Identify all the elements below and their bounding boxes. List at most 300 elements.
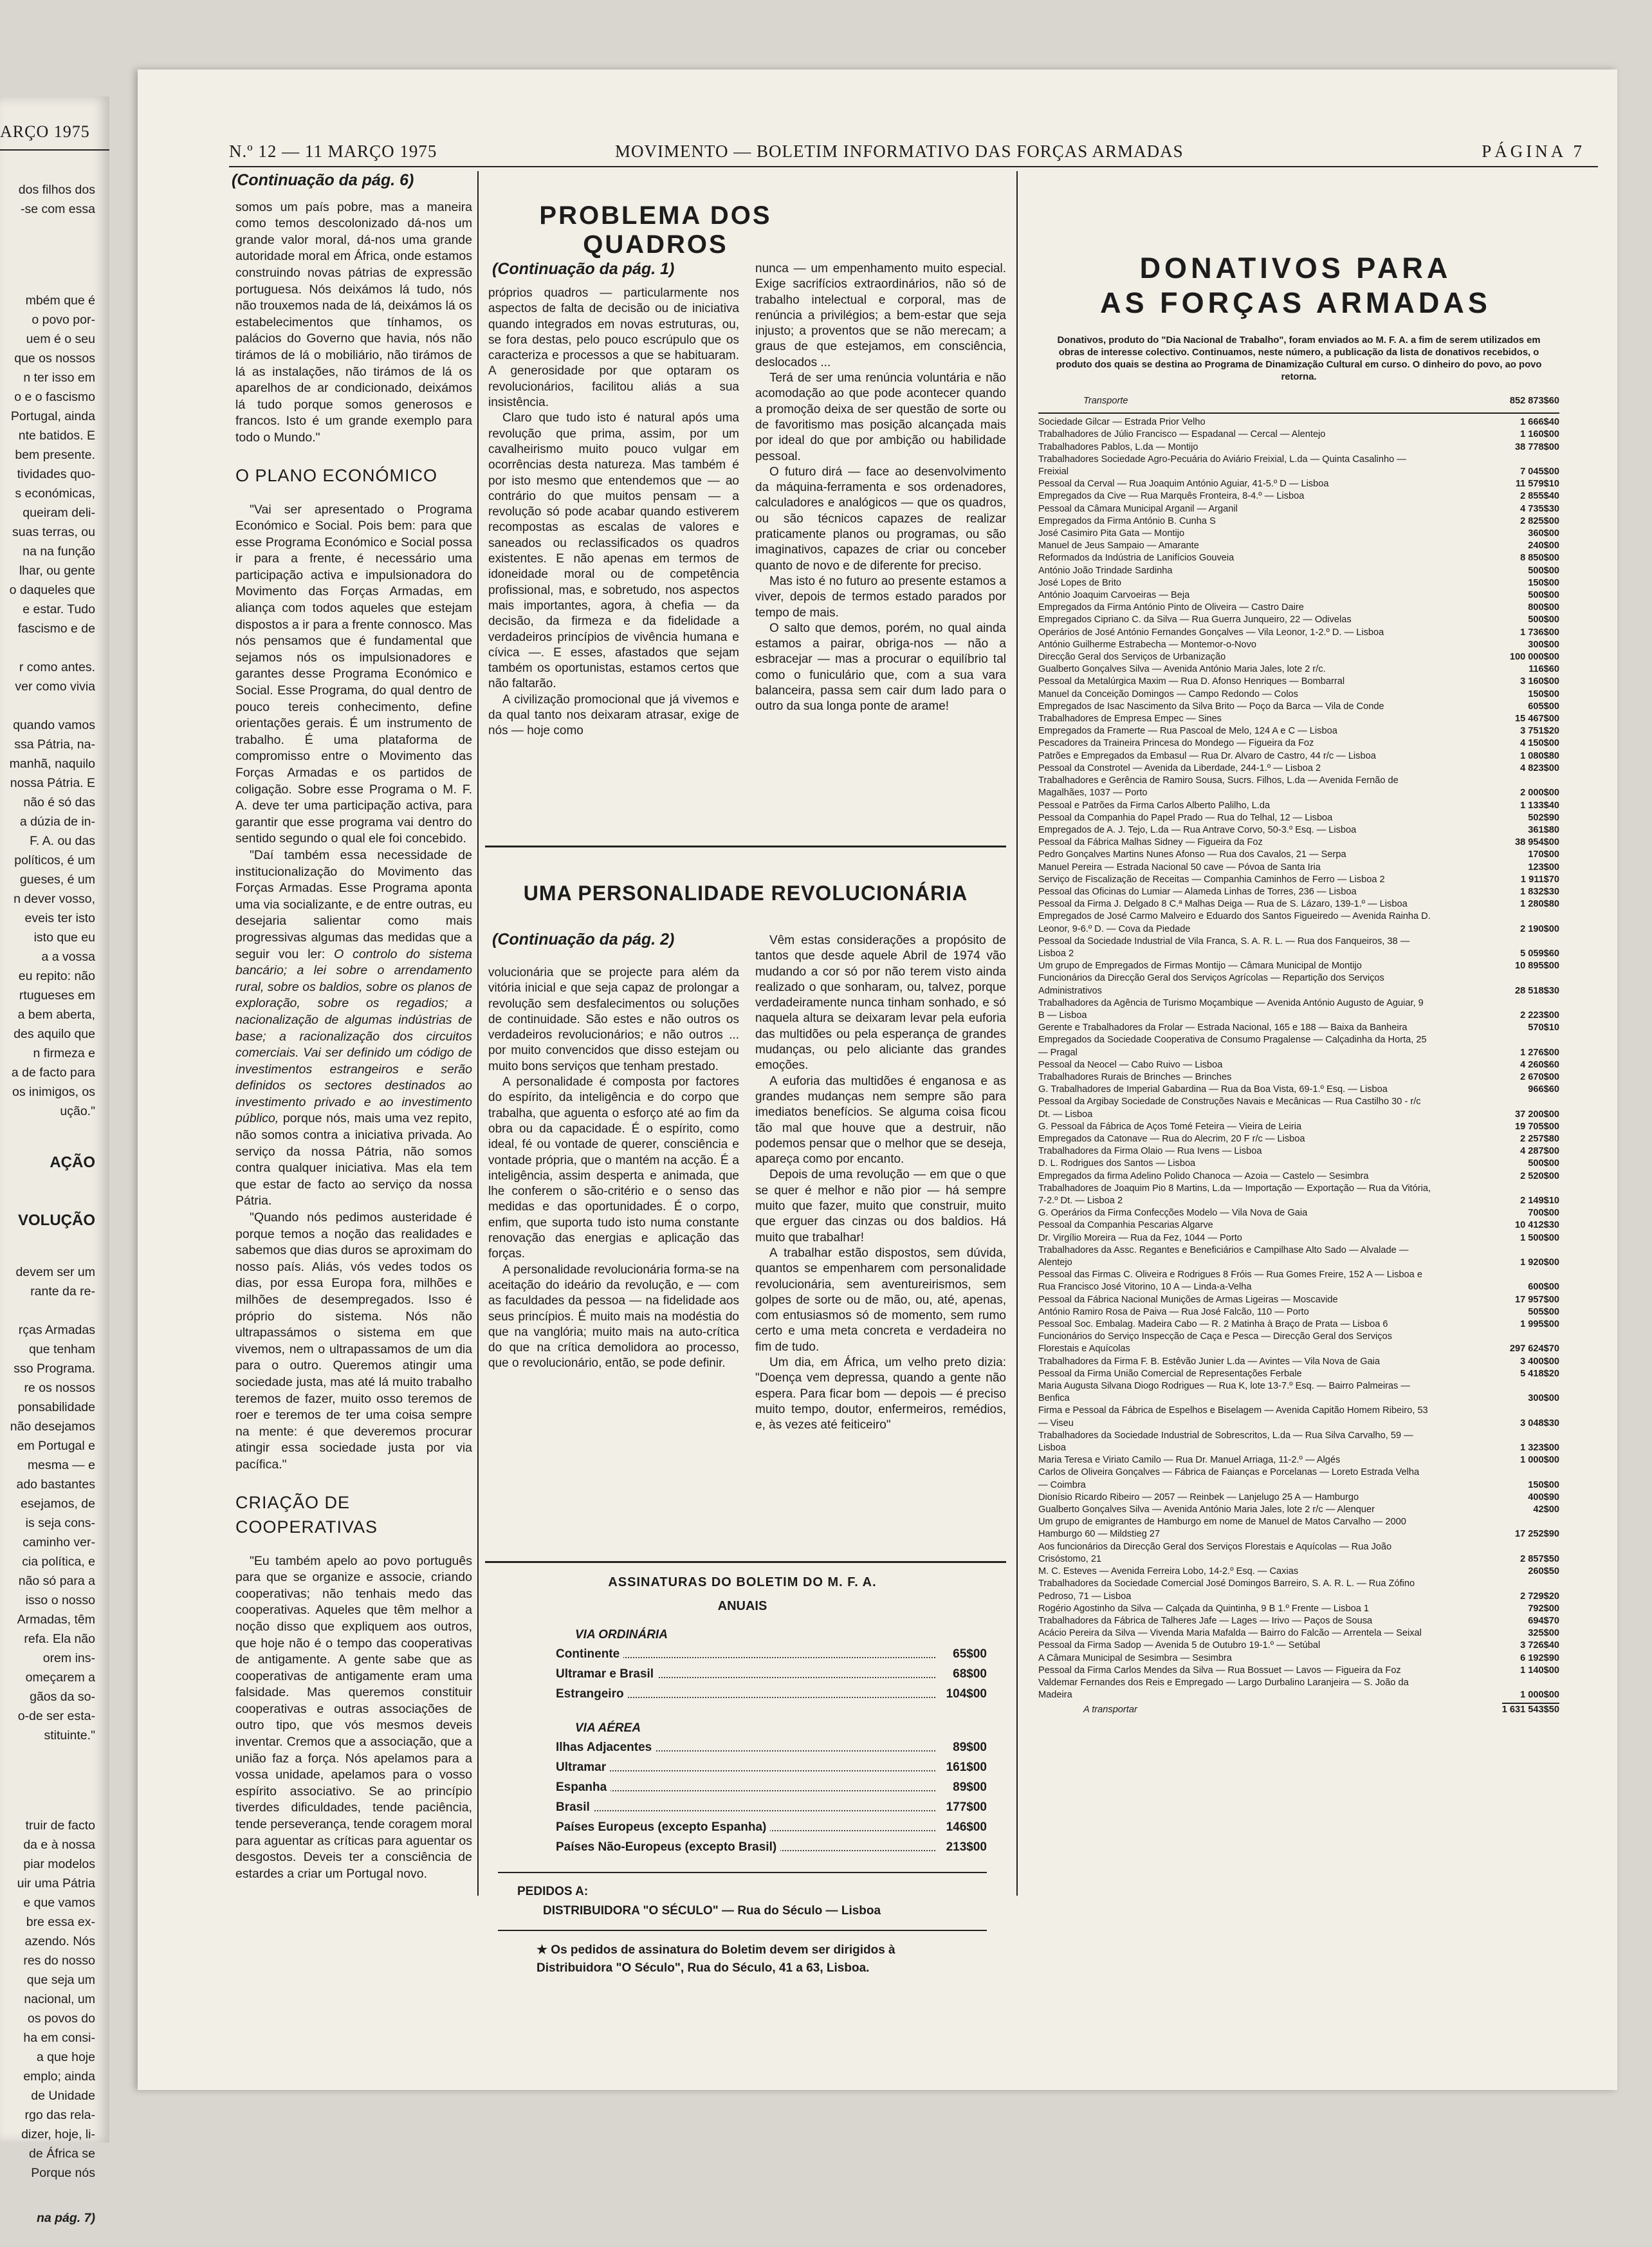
via-aerea-label: VIA AÉREA — [575, 1721, 641, 1735]
previous-page-text-body: mbém que é o povo por- uem é o seu que os nossos n ter isso em o e o fascismo Portugal, ainda nte batidos. E bem presente. tividades quo- s económicas, queiram deli- suas terras, ou na na função lhar, ou gente o daqueles que e estar. Tudo fascismo e de r como antes. ver como vivia quando vamos ssa Pátria, na- manhã, naquilo nossa Pátria. E não é só das a dúzia de in- F. A. ou das políticos, é um gueses, é um n dever vosso, eveis ter isto isto que eu a a vossa eu repito: não rtugueses em a bem aberta, des aquilo que n firmeza e a de facto para os inimigos, os ução." — [9, 293, 95, 1118]
donation-amount: 600$00 — [1528, 1282, 1559, 1293]
donor-name: G. Pessoal da Fábrica de Aços Tomé Feteira — Vieira de Leiria — [1038, 1121, 1302, 1132]
donor-name: Aos funcionários da Direcção Geral dos Serviços Florestais e Aquícolas — Rua João Crisóstomo, 21 — [1038, 1541, 1392, 1564]
donation-amount: 505$00 — [1528, 1306, 1559, 1317]
donation-amount: 1 832$30 — [1520, 886, 1559, 897]
donor-name: Dr. Virgílio Moreira — Rua da Fez, 1044 — Porto — [1038, 1232, 1242, 1243]
donation-amount: 5 059$60 — [1520, 948, 1559, 959]
donation-amount: 605$00 — [1528, 701, 1559, 712]
donation-amount: 297 624$70 — [1509, 1344, 1559, 1355]
donation-amount: 360$00 — [1528, 528, 1559, 539]
donation-entry — [1038, 540, 1559, 552]
previous-page-header: ARÇO 1975 — [0, 122, 90, 141]
donation-amount: 38 778$00 — [1515, 441, 1559, 452]
donor-name: A Câmara Municipal de Sesimbra — Sesimbra — [1038, 1652, 1232, 1663]
donor-name: Um grupo de Empregados de Firmas Montijo — Câmara Municipal de Montijo — [1038, 961, 1362, 972]
donor-name: Carlos de Oliveira Gonçalves — Fábrica de Faianças e Porcelanas — Loreto Estrada Velha — Coimbra — [1038, 1467, 1420, 1490]
donor-name: Pessoal da Neocel — Cabo Ruivo — Lisboa — [1038, 1059, 1223, 1070]
donor-name: Dionísio Ricardo Ribeiro — 2057 — Reinbek — Lanjelugo 25 A — Hamburgo — [1038, 1492, 1359, 1503]
donation-entry — [1038, 1578, 1559, 1602]
donation-entry — [1038, 837, 1559, 849]
donor-name: Funcionários da Direcção Geral dos Serviços Agrícolas — Repartição dos Serviços Administrativos — [1038, 973, 1384, 996]
donation-entry — [1038, 663, 1559, 676]
donation-entry — [1038, 997, 1559, 1022]
donor-name: Gerente e Trabalhadores da Frolar — Estrada Nacional, 165 e 188 — Baixa da Banheira — [1038, 1022, 1408, 1033]
donation-entry — [1038, 1121, 1559, 1133]
orders-label: PEDIDOS A: — [517, 1885, 589, 1898]
donor-name: Direcção Geral dos Serviços de Urbanização — [1038, 652, 1226, 663]
donation-amount: 15 467$00 — [1515, 714, 1559, 725]
donation-amount: 1 133$40 — [1520, 800, 1559, 811]
donor-name: Empregados Cipriano C. da Silva — Rua Guerra Junqueiro, 22 — Odivelas — [1038, 615, 1352, 625]
donation-amount: 4 823$00 — [1520, 763, 1559, 773]
donation-amount: 694$70 — [1528, 1615, 1559, 1626]
previous-page-heading-1: AÇÃO — [50, 1154, 95, 1171]
donor-name: Pessoal da Argibay Sociedade de Construções Navais e Mecânicas — Rua Castilho 30 - r/c Dt. — Lisboa — [1038, 1096, 1421, 1120]
donor-name: Empregados da Framerte — Rua Pascoal de Melo, 124 A e C — Lisboa — [1038, 726, 1337, 737]
donor-name: Gualberto Gonçalves Silva — Avenida António Maria Jales, lote 2 r/c — Alenquer — [1038, 1504, 1375, 1515]
donation-amount: 500$00 — [1528, 565, 1559, 576]
donation-amount: 17 252$90 — [1515, 1529, 1559, 1540]
donor-name: Pessoal da Companhia Pescarias Algarve — [1038, 1220, 1213, 1231]
donation-amount: 150$00 — [1528, 689, 1559, 699]
donor-name: Trabalhadores Rurais de Brinches — Brinches — [1038, 1071, 1232, 1082]
price-row: Ultramar 161$00 — [556, 1761, 987, 1774]
donation-entry — [1038, 936, 1559, 960]
donation-amount: 1 080$80 — [1520, 750, 1559, 761]
section-heading-cooperativas: CRIAÇÃO DE COOPERATIVAS — [235, 1492, 378, 1537]
donation-amount: 1 323$00 — [1520, 1443, 1559, 1454]
donation-amount: 800$00 — [1528, 602, 1559, 613]
donor-name: Trabalhadores Pablos, L.da — Montijo — [1038, 441, 1198, 452]
donation-amount: 2 825$00 — [1520, 515, 1559, 526]
donation-amount: 3 160$00 — [1520, 676, 1559, 687]
donor-name: Empregados da Sociedade Cooperativa de Consumo Pragalense — Calçadinha da Horta, 25 — Pragal — [1038, 1035, 1427, 1058]
donation-entry — [1038, 800, 1559, 812]
donation-entry — [1038, 1566, 1559, 1578]
donation-amount: 1 500$00 — [1520, 1232, 1559, 1243]
donor-name: Empregados de José Carmo Malveiro e Eduardo dos Santos Figueiredo — Avenida Rainha D. Leonor, 9-6.º D. — Cova da Piedade — [1038, 911, 1431, 934]
donation-entry — [1038, 1294, 1559, 1306]
donation-entry — [1038, 824, 1559, 837]
donation-entry — [1038, 1059, 1559, 1071]
donation-amount: 500$00 — [1528, 615, 1559, 625]
price-row: Estrangeiro 104$00 — [556, 1687, 987, 1701]
section-rule — [485, 1561, 1006, 1563]
price-row: Espanha 89$00 — [556, 1780, 987, 1794]
donation-amount: 3 400$00 — [1520, 1356, 1559, 1367]
donation-entry — [1038, 713, 1559, 725]
donation-entry — [1038, 862, 1559, 874]
donation-amount: 2 149$10 — [1520, 1196, 1559, 1206]
donation-amount: 400$90 — [1528, 1492, 1559, 1503]
donor-name: Operários de José António Fernandes Gonçalves — Vila Leonor, 1-2.º D. — Lisboa — [1038, 627, 1384, 638]
donor-name: Trabalhadores de Júlio Francisco — Espadanal — Cercal — Alentejo — [1038, 429, 1326, 440]
donation-entry — [1038, 478, 1559, 490]
donation-entry — [1038, 1022, 1559, 1034]
donation-amount: 123$00 — [1528, 862, 1559, 873]
donor-name: Sociedade Gilcar — Estrada Prior Velho — [1038, 417, 1206, 428]
donor-name: Trabalhadores da Firma F. B. Estêvão Junier L.da — Avintes — Vila Nova de Gaia — [1038, 1356, 1381, 1367]
donor-name: Rogério Agostinho da Silva — Calçada da Quintinha, 9 B 1.º Frente — Lisboa 1 — [1038, 1603, 1369, 1614]
donation-amount: 4 150$00 — [1520, 738, 1559, 749]
donation-amount: 260$50 — [1528, 1566, 1559, 1577]
previous-page-text-body-3: truir de facto da e à nossa piar modelos uir uma Pátria e que vamos bre essa ex- azendo. Nós res do nosso que seja um nacional, um os povos do ha em consi- a que hoje emplo; ainda de Unidade rgo das rela- dizer, hoje, li- de África se Porque nós — [17, 1818, 95, 2180]
issue-info: N.º 12 — 11 MARÇO 1975 — [229, 142, 437, 161]
donation-amount: 1 736$00 — [1520, 627, 1559, 638]
paragraph: "Eu também apelo ao povo português para que se organize e associe, criando cooperativas; não tenhais medo das cooperativas. Aqueles que têm melhor a noção disso que expliquem aos outros, que hoje não é o tempo das cooperativas de antigamente. A gente sabe que as cooperativas de antigamente eram uma falsidade. Mas queremos constituir cooperativas e outras associações de outro tipo, que vós mesmos deveis inventar. Cremos que a associação, que a união faz a força. Nós apelamos para a vossa unidade, apelamos para o vosso espírito associativo. Se ao princípio tiverdes dificuldades, tende paciência, tende perseverança, tende coragem moral para aguentar as críticas para aguentar os desgostos. Deveis ter a consciência de estardes a criar um Portugal novo. — [235, 1553, 472, 1881]
donor-name: Empregados da firma Adelino Polido Chanoca — Azoia — Castelo — Sesimbra — [1038, 1170, 1369, 1181]
donation-entry — [1038, 614, 1559, 626]
donations-intro: Donativos, produto do "Dia Nacional de Trabalho", foram enviados ao M. F. A. a fim de serem utilizados em obras de interesse colectivo. Continuamos, neste número, a publicação da lista de donativos recebidos, o produto dos quais se destina ao Programa de Dinamização Cultural em curso. O dinheiro do povo, ao povo retorna. — [1056, 335, 1542, 382]
donation-entry — [1038, 886, 1559, 898]
paragraph: Claro que tudo isto é natural após uma revolução que prima, assim, por um cavalheirismo muito pouco vulgar em ocorrências desta natureza. Mas também é por isto mesmo que entendemos que — ao contrário do que muitos pensam — a revolução só pode acabar quando estiverem recompostas as escalas de valores e saneados ou reclassificados os quadros existentes. E não apenas em termos de idoneidade moral ou de competência profissional, mas, e sobretudo, nos aspectos mais importantes, agora, à chefia — da decisão, da firmeza e da fidelidade a verdadeiros princípios de vivência humana e cívica —. E esses, afastados que sejam também os oportunistas, estamos certos que não faltarão. — [488, 411, 739, 691]
donation-entry — [1038, 429, 1559, 441]
donation-amount: 500$00 — [1528, 1158, 1559, 1169]
paragraph: A euforia das multidões é enganosa e as grandes mudanças nem sempre são para imediatos benefícios. Se alguma coisa ficou tão mal que houve que a destruir, não podemos pensar que o melhor que se deseja, apareça como por encanto. — [755, 1074, 1006, 1167]
quadros-column-b — [755, 261, 1006, 715]
donation-amount: 2 223$00 — [1520, 1010, 1559, 1021]
price-row: Ultramar e Brasil 68$00 — [556, 1667, 987, 1681]
donation-entry — [1038, 812, 1559, 824]
donation-entry — [1038, 960, 1559, 972]
previous-page-rule — [0, 149, 109, 151]
donation-amount: 5 418$20 — [1520, 1368, 1559, 1379]
donation-amount: 2 190$00 — [1520, 923, 1559, 934]
paragraph: volucionária que se projecte para além da vitória inicial e que seja capaz de prolongar a revolução sem desfalecimentos ou soluções de continuidade. São estes e não outros os verdadeiros revolucionários; e não outros ... por muito convencidos que disso estejam ou muito bons serviços que tenham prestado. — [488, 966, 739, 1073]
donor-name: G. Operários da Firma Confecções Modelo — Vila Nova de Gaia — [1038, 1208, 1308, 1219]
donation-entry — [1038, 651, 1559, 663]
donation-amount: 7 045$00 — [1520, 467, 1559, 477]
donation-amount: 300$00 — [1528, 1393, 1559, 1404]
donor-name: Pessoal da Firma J. Delgado 8 C.ª Malhas Deiga — Rua de S. Lázaro, 139-1.º — Lisboa — [1038, 899, 1408, 910]
donation-amount: 2 520$00 — [1520, 1170, 1559, 1181]
donation-entry — [1038, 911, 1559, 935]
subscriptions-note: ★ Os pedidos de assinatura do Boletim devem ser dirigidos à Distribuidora "O Século", Rua do Século, 41 a 63, Lisboa. — [537, 1943, 895, 1975]
donation-entry — [1038, 1145, 1559, 1158]
donation-amount: 37 200$00 — [1515, 1109, 1559, 1120]
donation-entry — [1038, 515, 1559, 528]
donor-name: Pessoal da Companhia do Papel Prado — Rua do Telhal, 12 — Lisboa — [1038, 812, 1333, 823]
donor-name: Gualberto Gonçalves Silva — Avenida António Maria Jales, lote 2 r/c. — [1038, 664, 1326, 675]
donor-name: Pessoal da Cerval — Rua Joaquim António Aguiar, 41-5.º D — Lisboa — [1038, 479, 1329, 490]
donation-entry — [1038, 627, 1559, 639]
carry-row: A transportar 1 631 543$50 — [1038, 1704, 1559, 1716]
donation-entry — [1038, 1405, 1559, 1429]
donor-name: Acácio Pereira da Silva — Vivenda Maria Mafalda — Bairro do Falcão — Arrentela — Seixal — [1038, 1628, 1422, 1639]
donor-name: Manuel de Jeus Sampaio — Amarante — [1038, 541, 1199, 551]
donations-entries — [1038, 416, 1559, 1701]
donor-name: D. L. Rodrigues dos Santos — Lisboa — [1038, 1158, 1196, 1169]
donation-entry — [1038, 589, 1559, 602]
paragraph: próprios quadros — particularmente nos aspectos de falta de decisão ou de iniciativa quando integrados em novas estruturas, ou, se fora destas, pelo pouco escrúpulo que os caracteriza e processos a que se habituaram. A generosidade por que optaram os revolucionários, facilitou aliás a sua insistência. — [488, 286, 739, 410]
donation-entry — [1038, 689, 1559, 701]
donation-entry — [1038, 1380, 1559, 1405]
donor-name: Empregados da Cive — Rua Marquês Fronteira, 8-4.º — Lisboa — [1038, 491, 1305, 502]
donation-amount: 170$00 — [1528, 849, 1559, 860]
donation-amount: 1 666$40 — [1520, 417, 1559, 428]
donation-amount: 4 287$00 — [1520, 1146, 1559, 1157]
donation-amount: 500$00 — [1528, 590, 1559, 601]
donation-entry — [1038, 1603, 1559, 1615]
donation-amount: 1 140$00 — [1520, 1665, 1559, 1676]
donor-name: Funcionários do Serviço Inspecção de Caça e Pesca — Direcção Geral dos Serviços Florestais e Aquícolas — [1038, 1331, 1392, 1355]
donation-entry — [1038, 1071, 1559, 1084]
donation-amount: 6 192$90 — [1520, 1652, 1559, 1663]
donation-entry — [1038, 552, 1559, 564]
donation-entry — [1038, 1430, 1559, 1454]
donor-name: Pessoal da Fábrica Malhas Sidney — Figueira da Foz — [1038, 837, 1263, 848]
donation-amount: 17 957$00 — [1515, 1294, 1559, 1305]
donation-entry — [1038, 1244, 1559, 1269]
donation-entry — [1038, 1034, 1559, 1059]
donor-name: Trabalhadores da Fábrica de Talheres Jafe — Lages — Irivo — Paços de Sousa — [1038, 1615, 1373, 1626]
donations-title: DONATIVOS PARA AS FORÇAS ARMADAS — [1100, 252, 1491, 319]
paragraph: A trabalhar estão dispostos, sem dúvida, quantos se empenharem com personalidade revolucionária, sem aventureirismos, sem golpes de sorte ou de mão, ou, até, apenas, com entusiasmos só de momento, sem rumo certo e uma meta concreta e verdadeira no fim de tudo. — [755, 1246, 1006, 1354]
donation-entry — [1038, 503, 1559, 515]
donation-entry — [1038, 528, 1559, 540]
donor-name: Trabalhadores da Agência de Turismo Moçambique — Avenida António Augusto de Aguiar, 9 B — Lisboa — [1038, 997, 1424, 1021]
donation-entry — [1038, 750, 1559, 763]
subscriptions-rule — [498, 1872, 987, 1873]
donor-name: Pessoal da Câmara Municipal Arganil — Arganil — [1038, 503, 1238, 514]
donation-entry — [1038, 1096, 1559, 1120]
donation-amount: 10 412$30 — [1515, 1220, 1559, 1231]
previous-page-text-top: dos filhos dos -se com essa — [18, 183, 95, 216]
paragraph: nunca — um empenhamento muito especial. Exige sacrifícios extraordinários, não só de trabalho intelectual e corporal, mas de renúncia a privilégios; a bem-estar que seja injusto; a proventos que se não merecam; a graus de que estejamos, em consciência, deslocados ... — [755, 262, 1006, 369]
via-ordinaria-label: VIA ORDINÁRIA — [575, 1628, 668, 1641]
donation-entry — [1038, 1615, 1559, 1627]
donation-entry — [1038, 1466, 1559, 1491]
donation-entry — [1038, 1627, 1559, 1640]
donation-amount: 2 855$40 — [1520, 491, 1559, 502]
subscriptions-title: ASSINATURAS DO BOLETIM DO M. F. A. — [608, 1575, 877, 1589]
paragraph: "Quando nós pedimos austeridade é porque temos a noção das realidades e sabemos que dias duros se aproximam do nosso país. Aliás, vós vedes todos os dias, por essa Europa fora, milhões e milhões de desempregados. Isso é próprio do sistema. Nós não ultrapassámos o sistema em que vivemos, nem o ultrapassamos de um dia para o outro. Queremos atingir uma sociedade justa, mas até lá muito trabalho teremos de fazer, muito osso teremos de roer e teremos de ter uma coisa sempre na mente: é que deveremos procurar atingir essa sociedade justa por via pacífica." — [235, 1210, 472, 1472]
previous-page-text-body-2: devem ser um rante da re- rças Armadas que tenham sso Programa. re os nossos ponsabilidade não desejamos em Portugal e mesma — e ado bastantes esejamos, de is seja cons- caminho ver- cia política, e não só para a isso o nosso Armadas, têm refa. Ela não orem ins- omeçarem a gãos da so- o-de ser esta- stituinte." — [10, 1265, 95, 1743]
donor-name: Trabalhadores da Firma Olaio — Rua Ivens — Lisboa — [1038, 1146, 1262, 1157]
personalidade-column-a — [488, 965, 739, 1372]
paragraph: A civilização promocional que já vivemos e da qual tanto nos deixaram atrasar, exige de nós — hoje como — [488, 692, 739, 738]
section-heading-plano: O PLANO ECONÓMICO — [235, 465, 438, 485]
donation-amount: 570$10 — [1528, 1022, 1559, 1033]
donation-entry — [1038, 763, 1559, 775]
donor-name: António Guilherme Estrabecha — Montemor-o-Novo — [1038, 639, 1257, 650]
previous-page-text — [0, 161, 95, 2247]
page-header — [229, 142, 1585, 167]
donor-name: Trabalhadores da Sociedade Industrial de Sobrescritos, L.da — Rua Silva Carvalho, 59 — Lisboa — [1038, 1430, 1413, 1454]
donor-name: Manuel Pereira — Estrada Nacional 50 cave — Póvoa de Santa Iria — [1038, 862, 1321, 873]
donation-amount: 792$00 — [1528, 1603, 1559, 1614]
donation-entry — [1038, 1207, 1559, 1219]
column-rule — [1016, 171, 1018, 1896]
paragraph: Vêm estas considerações a propósito de tantos que desde aquele Abril de 1974 vão mudando a cor só por não terem visto ainda realizado o que sonharam, ou, talvez, porque verdadeiramente nunca tinham sonhado, e só naquela altura se deixaram levar pela euforia das multidões ou pela esperança de grandes mudanças, ou pelo aliciante das grandes emoções. — [755, 934, 1006, 1073]
donation-amount: 240$00 — [1528, 541, 1559, 551]
donor-name: Firma e Pessoal da Fábrica de Espelhos e Biselagem — Avenida Capitão Homem Ribeiro, 53 — Viseu — [1038, 1405, 1428, 1429]
previous-page-heading-2: VOLUÇÃO — [18, 1212, 95, 1229]
article-title-quadros: PROBLEMA DOS QUADROS — [539, 201, 772, 259]
donation-entry — [1038, 1084, 1559, 1096]
donation-entry — [1038, 1492, 1559, 1504]
publication-title: MOVIMENTO — BOLETIM INFORMATIVO DAS FORÇAS ARMADAS — [615, 142, 1184, 161]
donor-name: Maria Augusta Silvana Diogo Rodrigues — Rua K, lote 13-7.º Esq. — Bairro Palmeiras — Benfica — [1038, 1381, 1410, 1404]
donor-name: Trabalhadores e Gerência de Ramiro Sousa, Sucrs. Filhos, L.da — Avenida Fernão de Magalhães, 1037 — Porto — [1038, 775, 1399, 799]
donation-entry — [1038, 849, 1559, 861]
paragraph: Depois de uma revolução — em que o que se quer é melhor e não pior — há sempre muito que fazer, muito que construir, muito que erguer das cinzas ou dos baldios. Há muito que trabalhar! — [755, 1168, 1006, 1244]
section-rule — [485, 846, 1006, 847]
donation-entry — [1038, 1219, 1559, 1232]
donation-entry — [1038, 1640, 1559, 1652]
donation-entry — [1038, 1504, 1559, 1516]
donor-name: António Ramiro Rosa de Paiva — Rua José Falcão, 110 — Porto — [1038, 1306, 1309, 1317]
continuation-note: (Continuação da pág. 6) — [232, 171, 414, 189]
price-row: Países Europeus (excepto Espanha) 146$00 — [556, 1820, 987, 1834]
page-number: PÁGINA 7 — [1482, 142, 1585, 161]
donation-entry — [1038, 1133, 1559, 1145]
donation-amount: 361$80 — [1528, 824, 1559, 835]
donation-entry — [1038, 898, 1559, 911]
donor-name: Pessoal da Firma Carlos Mendes da Silva — Rua Bossuet — Lavos — Figueira da Foz — [1038, 1665, 1401, 1676]
donation-entry — [1038, 1356, 1559, 1368]
subscriptions-rule — [498, 1930, 987, 1931]
donation-amount: 116$60 — [1528, 664, 1559, 675]
donation-amount: 19 705$00 — [1515, 1121, 1559, 1132]
donation-entry — [1038, 701, 1559, 713]
donation-amount: 2 257$80 — [1520, 1133, 1559, 1144]
paragraph: O futuro dirá — face ao desenvolvimento da máquina-ferramenta e sos ordenadores, calculadores e analógicos — que os quadros, ou são técnicos capazes de realizar praticamente planos ou programas, ou são imaginativos, capazes de criar ou conceber quanto de novo e de diferente for preciso. — [755, 465, 1006, 573]
donation-entry — [1038, 1158, 1559, 1170]
donation-amount: 1 276$00 — [1520, 1047, 1559, 1058]
donor-name: Pedro Gonçalves Martins Nunes Afonso — Rua dos Cavalos, 21 — Serpa — [1038, 849, 1346, 860]
donor-name: Trabalhadores Sociedade Agro-Pecuária do Aviário Freixial, L.da — Quinta Casalinho — Freixial — [1038, 454, 1406, 477]
donor-name: Empregados de Isac Nascimento da Silva Brito — Poço da Barca — Vila de Conde — [1038, 701, 1384, 712]
distributor: DISTRIBUIDORA "O SÉCULO" — Rua do Século — Lisboa — [543, 1904, 881, 1918]
donation-amount: 966$60 — [1528, 1084, 1559, 1095]
donation-entry — [1038, 565, 1559, 577]
donor-name: Trabalhadores de Joaquim Pio 8 Martins, L.da — Importação — Exportação — Rua da Vitória, 7-2.º Dt. — Lisboa 2 — [1038, 1183, 1431, 1206]
previous-page-footer: na pág. 7) — [36, 2211, 95, 2225]
donor-name: Pessoal da Sociedade Industrial de Vila Franca, S. A. R. L. — Rua dos Fanqueiros, 38 — Lisboa 2 — [1038, 936, 1410, 959]
donation-entry — [1038, 602, 1559, 614]
paragraph: O salto que demos, porém, no qual ainda estamos a pairar, obriga-nos — não a esbracejar — mas a procurar o equilíbrio tal como o funiculário que, com a sua vara balanceira, passa sem cair dum lado para o outro da sua longa ponte de arame! — [755, 621, 1006, 714]
donation-amount: 150$00 — [1528, 577, 1559, 588]
donation-entry — [1038, 1331, 1559, 1355]
donation-amount: 4 735$30 — [1520, 503, 1559, 514]
donation-amount: 3 726$40 — [1520, 1640, 1559, 1651]
subscriptions-box — [498, 1575, 987, 1977]
donor-name: G. Trabalhadores de Imperial Gabardina — Rua da Boa Vista, 69-1.º Esq. — Lisboa — [1038, 1084, 1388, 1095]
donor-name: Trabalhadores da Sociedade Comercial José Domingos Barreiro, S. A. R. L. — Rua Zófino Pedroso, 71 — Lisboa — [1038, 1578, 1415, 1602]
quadros-column-a — [488, 286, 739, 739]
donation-amount: 325$00 — [1528, 1628, 1559, 1639]
donation-amount: 11 579$10 — [1515, 479, 1559, 490]
personalidade-column-b — [755, 933, 1006, 1434]
donor-name: Um grupo de emigrantes de Hamburgo em nome de Manuel de Matos Carvalho — 2000 Hamburgo 60 — Mildstieg 27 — [1038, 1517, 1406, 1540]
donation-entry — [1038, 416, 1559, 429]
paragraph: "Vai ser apresentado o Programa Económico e Social. Pois bem: para que esse Programa Económico e Social possa ir para a frente, é necessário uma participação activa e impulsionadora do Movimento das Forças Armadas, em aliança com todos aqueles que estejam dispostos a ir para a frente connosco. Mas nós pensamos que é fundamental que sejamos nós os impulsionadores e garantes desse Programa Económico e Social. Esse Programa, do qual dentro de pouco tereis conhecimento, define orientações gerais. É um instrumento de trabalho. É uma plataforma de compromisso entre o Movimento das Forças Armadas e os partidos de coligação. Sobre esse Programa o M. F. A. deve ter uma participação activa, para garantir que esse programa vai dentro do sentido segundo o qual ele foi concebido. — [235, 502, 472, 846]
donation-entry — [1038, 1677, 1559, 1701]
donation-entry — [1038, 1306, 1559, 1318]
donor-name: Trabalhadores de Empresa Empec — Sines — [1038, 714, 1222, 725]
donation-entry — [1038, 577, 1559, 589]
donation-entry — [1038, 725, 1559, 737]
column-rule — [477, 171, 479, 1896]
donation-amount: 100 000$00 — [1509, 652, 1559, 663]
price-row: Continente 65$00 — [556, 1647, 987, 1661]
donor-name: Valdemar Fernandes dos Reis e Empregado — Largo Durbalino Laranjeira — S. João da Madeira — [1038, 1677, 1409, 1701]
donation-entry — [1038, 1368, 1559, 1380]
donor-name: Pessoal da Firma Sadop — Avenida 5 de Outubro 19-1.º — Setúbal — [1038, 1640, 1321, 1651]
donor-name: Pessoal das Oficinas do Lumiar — Alameda Linhas de Torres, 236 — Lisboa — [1038, 886, 1357, 897]
donation-amount: 1 920$00 — [1520, 1257, 1559, 1268]
donor-name: Pessoal das Firmas C. Oliveira e Rodrigues 8 Fróis — Rua Gomes Freire, 152 A — Lisboa e Rua Francisco José Vitorino, 10 A — Linda-a-Velha — [1038, 1270, 1422, 1293]
donor-name: M. C. Esteves — Avenida Ferreira Lobo, 14-2.º Esq. — Caxias — [1038, 1566, 1299, 1577]
donation-entry — [1038, 1183, 1559, 1207]
continuation-note: (Continuação da pág. 2) — [492, 930, 675, 948]
paragraph: somos um país pobre, mas a maneira como temos descolonizado dá-nos um grande valor moral, dá-nos uma grande autoridade moral em África, onde estamos construindo novas pátrias de expressão portuguesa. Nós deixámos lá tudo, nós não trouxemos nada de lá, deixámos lá os estabelecimentos que tínhamos, os palácios do Governo que havia, nós não tirámos de lá o mobiliário, não tirámos de lá as instalações, não tirámos de lá os aparelhos de ar condicionado, deixámos lá tudo porque somos generosos e francos. Isto é um grande exemplo para todo o Mundo." — [235, 199, 472, 445]
donation-amount: 1 000$00 — [1520, 1455, 1559, 1466]
donor-name: Manuel da Conceição Domingos — Campo Redondo — Colos — [1038, 689, 1298, 699]
donation-entry — [1038, 737, 1559, 750]
price-row: Países Não-Europeus (excepto Brasil) 213$00 — [556, 1840, 987, 1854]
donation-amount: 3 751$20 — [1520, 726, 1559, 737]
previous-page-edge — [0, 97, 109, 2225]
donation-entry — [1038, 874, 1559, 886]
donation-amount: 1 000$00 — [1520, 1690, 1559, 1701]
donation-amount: 150$00 — [1528, 1479, 1559, 1490]
paragraph: Terá de ser uma renúncia voluntária e não acomodação ao que pode acontecer quando a promoção deixa de ser questão de sorte ou de favoritismo mas posição alcançada mais por ideal do que por ambição ou habilidade pessoal. — [755, 371, 1006, 463]
donor-name: Pessoal da Constrotel — Avenida da Liberdade, 244-1.º — Lisboa 2 — [1038, 763, 1321, 773]
donor-name: José Lopes de Brito — [1038, 577, 1121, 588]
donation-amount: 3 048$30 — [1520, 1418, 1559, 1429]
donor-name: Empregados da Firma António B. Cunha S — [1038, 515, 1216, 526]
article-column-1 — [220, 172, 472, 1882]
donor-name: Serviço de Fiscalização de Receitas — Companhia Caminhos de Ferro — Lisboa 2 — [1038, 874, 1385, 885]
donation-amount: 300$00 — [1528, 639, 1559, 650]
donation-entry — [1038, 441, 1559, 454]
donation-entry — [1038, 1170, 1559, 1183]
donation-entry — [1038, 1269, 1559, 1293]
donor-name: Patrões e Empregados da Embasul — Rua Dr. Alvaro de Castro, 44 r/c — Lisboa — [1038, 750, 1376, 761]
donation-entry — [1038, 490, 1559, 503]
donation-entry — [1038, 1318, 1559, 1331]
donor-name: Empregados da Catonave — Rua do Alecrim, 20 F r/c — Lisboa — [1038, 1133, 1305, 1144]
donor-name: Pescadores da Traineira Princesa do Mondego — Figueira da Foz — [1038, 738, 1314, 749]
donation-entry — [1038, 454, 1559, 478]
newspaper-page — [138, 69, 1617, 2090]
paragraph: "Daí também essa necessidade de institucionalização do Movimento das Forças Armadas. Esse Programa aponta uma via socializante, e de entre outras, eu desejaria salientar como mais progressivas algumas das medidas que a seguir vou ler: O controlo do sistema bancário; a lei sobre o arrendamento rural, sobre os baldios, sobre os planos de exploração, sobre os regadios; a nacionalização de algumas indústrias de base; a racionalização dos circuitos comerciais. Vai ser definido um código de investimentos estrangeiros e serão definidos os sectores destinados ao investimento privado e ao investimento público, porque nós, mais uma vez repito, não somos contra a iniciativa privada. Ao serviço da nossa Pátria, não somos contra qualquer iniciativa. Mas ela tem que estar de facto ao serviço da nossa Pátria. — [235, 847, 473, 1208]
donation-entry — [1038, 972, 1559, 997]
donation-amount: 2 729$20 — [1520, 1591, 1559, 1602]
donation-amount: 28 518$30 — [1515, 985, 1559, 996]
donation-entry — [1038, 676, 1559, 688]
donor-name: Pessoal e Patrões da Firma Carlos Alberto Palilho, L.da — [1038, 800, 1271, 811]
donation-amount: 1 160$00 — [1520, 429, 1559, 440]
donation-amount: 42$00 — [1533, 1504, 1559, 1515]
price-row: Ilhas Adjacentes 89$00 — [556, 1741, 987, 1754]
paragraph: Mas isto é no futuro ao presente estamos a viver, depois de termos estado parados por tempo de mais. — [755, 574, 1006, 620]
transport-row: Transporte 852 873$60 — [1083, 396, 1559, 406]
header-rule — [229, 166, 1598, 167]
donation-amount: 38 954$00 — [1515, 837, 1559, 848]
donation-amount: 2 857$50 — [1520, 1553, 1559, 1564]
donation-amount: 4 260$60 — [1520, 1059, 1559, 1070]
donation-entry — [1038, 1652, 1559, 1665]
donation-amount: 502$90 — [1528, 812, 1559, 823]
donations-rule — [1038, 412, 1559, 414]
donation-entry — [1038, 639, 1559, 651]
donor-name: Pessoal Soc. Embalag. Madeira Cabo — R. 2 Matinha à Braço de Prata — Lisboa 6 — [1038, 1319, 1388, 1330]
donor-name: Pessoal da Metalúrgica Maxim — Rua D. Afonso Henriques — Bombarral — [1038, 676, 1345, 687]
